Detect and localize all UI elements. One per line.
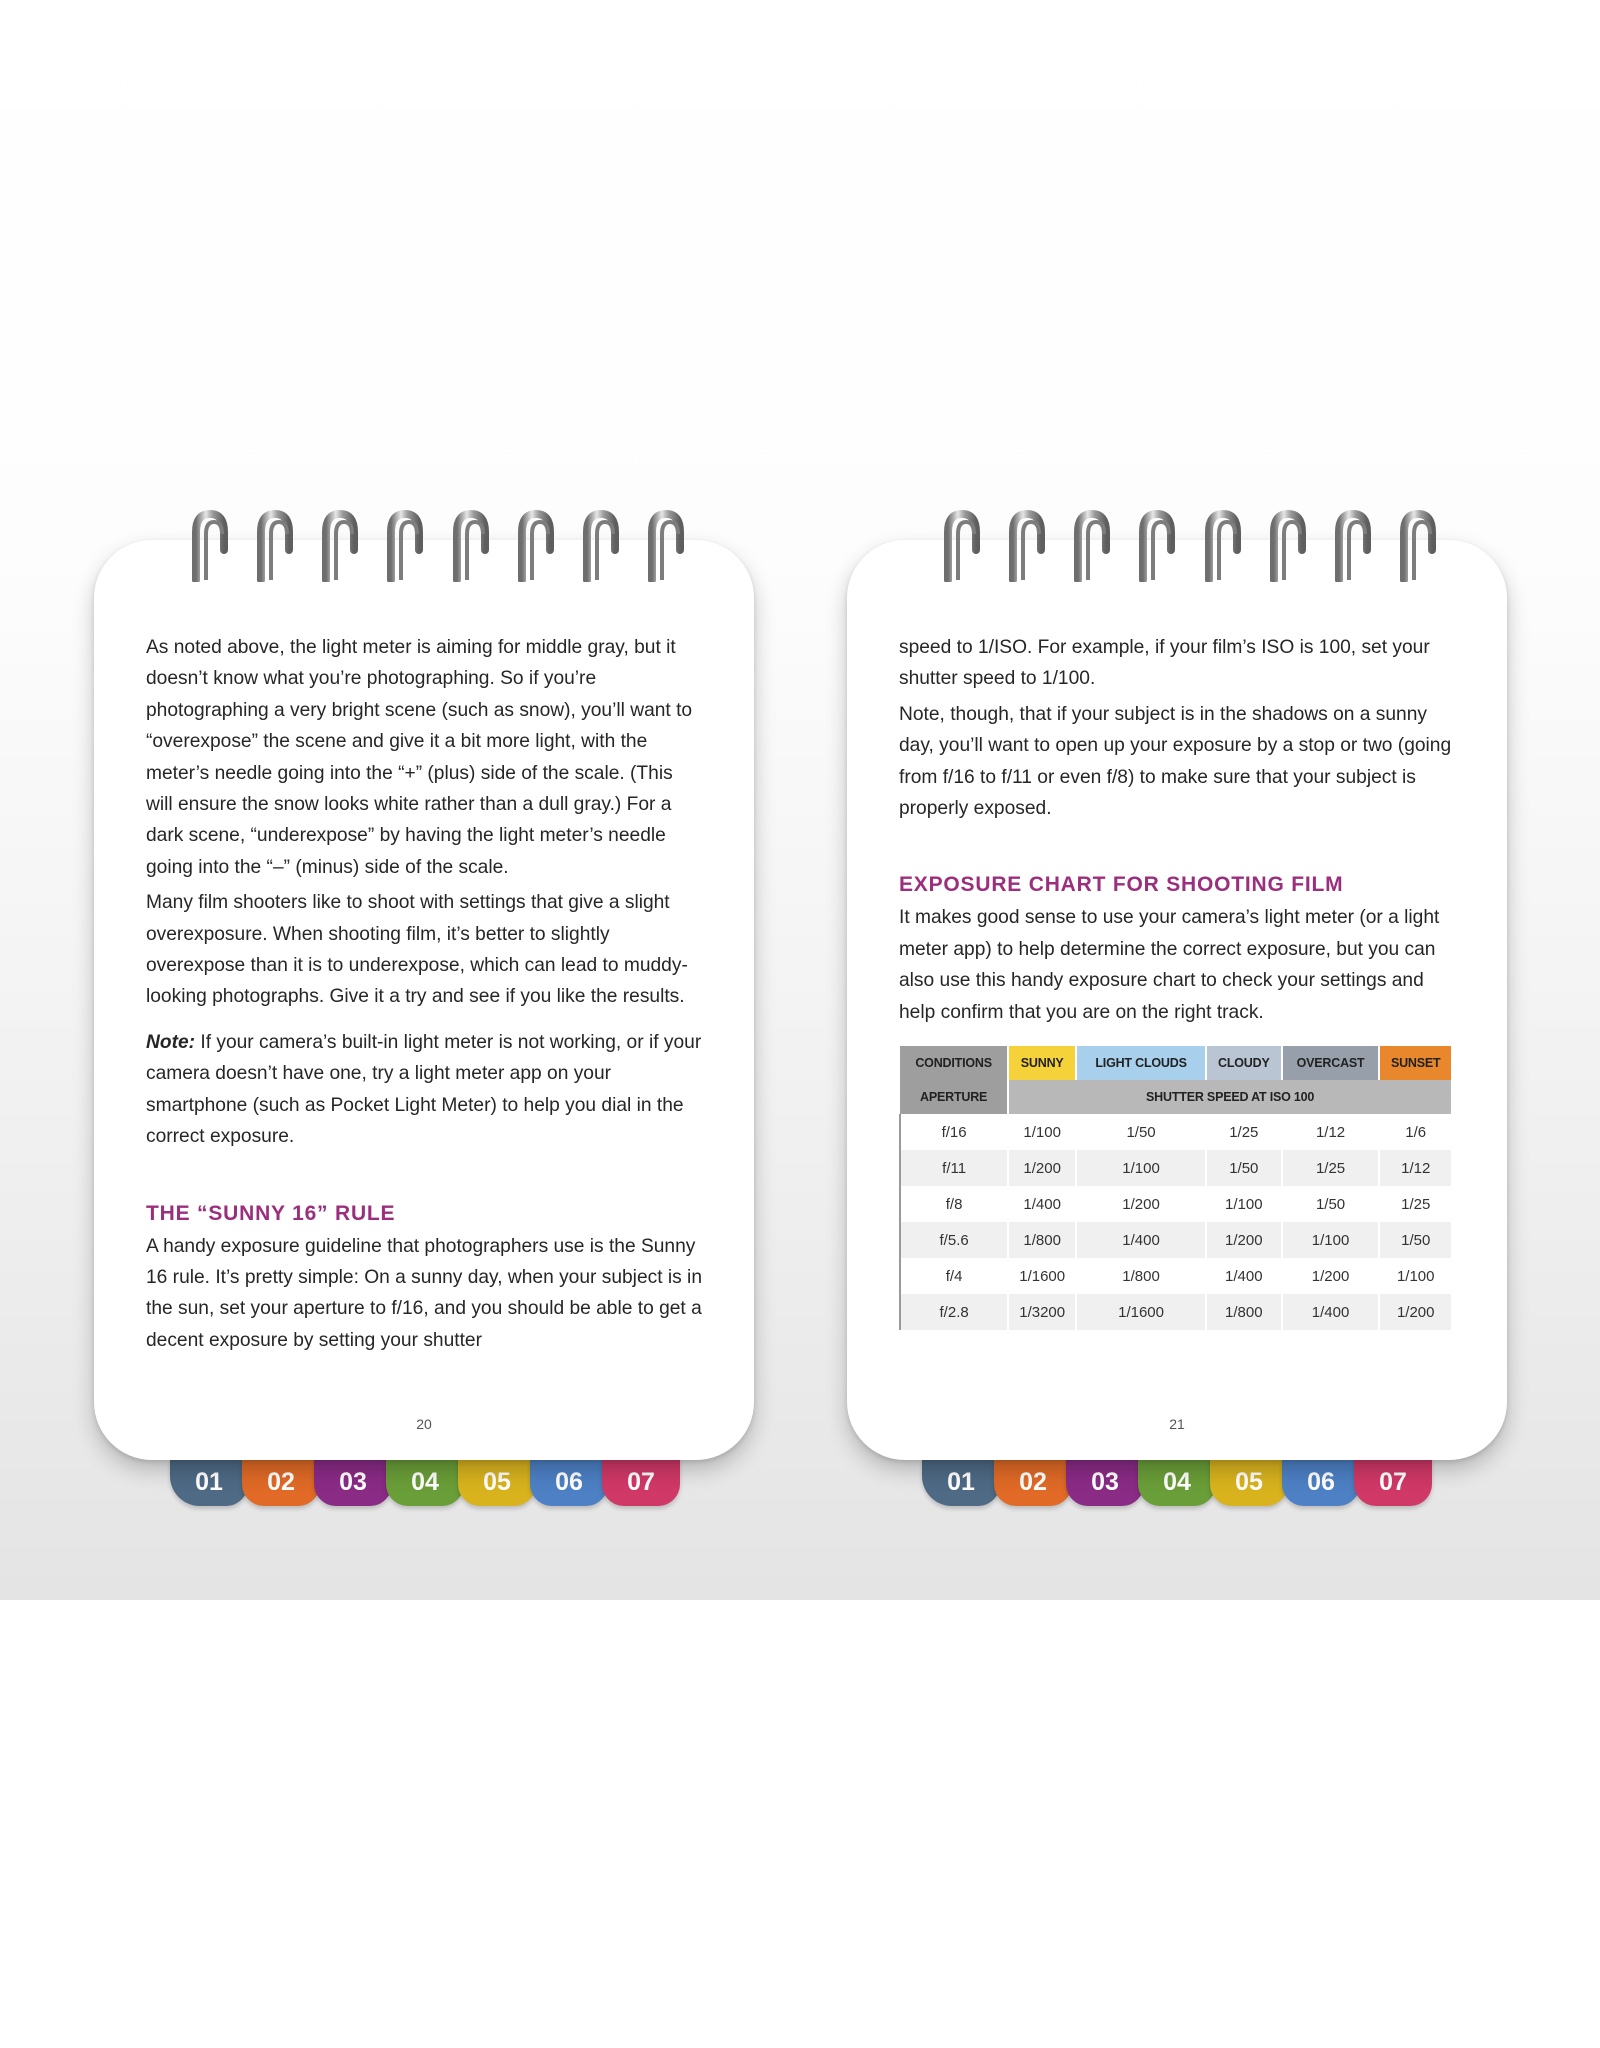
aperture-header: APERTURE	[900, 1080, 1008, 1114]
shutter-speed-cell: 1/12	[1379, 1150, 1451, 1186]
shutter-speed-cell: 1/800	[1076, 1258, 1206, 1294]
spiral-ring-icon	[644, 510, 688, 582]
aperture-cell: f/16	[900, 1114, 1008, 1150]
aperture-cell: f/2.8	[900, 1294, 1008, 1330]
spiral-ring-icon	[514, 510, 558, 582]
shutter-speed-cell: 1/200	[1206, 1222, 1282, 1258]
note-label: Note:	[146, 1031, 196, 1053]
shutter-speed-cell: 1/1600	[1076, 1294, 1206, 1330]
shutter-speed-cell: 1/25	[1379, 1186, 1451, 1222]
notebook-page-right	[847, 540, 1507, 1460]
paragraph-film-shooters: Many film shooters like to shoot with settings that give a slight overexposure. When shooting film, it’s better to slightly overexpose than it is to underexpose, which can lead to muddy-looking photographs. Give it a try and see if you like the results.	[146, 892, 688, 1008]
shutter-speed-cell: 1/100	[1206, 1186, 1282, 1222]
shutter-speed-cell: 1/25	[1206, 1114, 1282, 1150]
shutter-speed-cell: 1/25	[1282, 1150, 1380, 1186]
shutter-speed-cell: 1/3200	[1008, 1294, 1076, 1330]
chapter-tab-03[interactable]: 03	[314, 1458, 392, 1506]
notebook-page-left	[94, 540, 754, 1460]
column-header: OVERCAST	[1282, 1046, 1380, 1080]
shutter-speed-cell: 1/100	[1379, 1258, 1451, 1294]
shutter-speed-cell: 1/100	[1076, 1150, 1206, 1186]
spiral-ring-icon	[1396, 510, 1440, 582]
aperture-cell: f/11	[900, 1150, 1008, 1186]
chapter-tab-04[interactable]: 04	[1138, 1458, 1216, 1506]
spiral-ring-icon	[318, 510, 362, 582]
shutter-speed-cell: 1/800	[1206, 1294, 1282, 1330]
paragraph-shadows: Note, though, that if your subject is in the shadows on a sunny day, you’ll want to open up your exposure by a stop or two (going from f/16 to f/11 or even f/8) to make sure that your subject is properly exposed.	[899, 703, 1452, 820]
chapter-tab-01[interactable]: 01	[170, 1458, 248, 1506]
spiral-ring-icon	[1331, 510, 1375, 582]
chapter-tab-04[interactable]: 04	[386, 1458, 464, 1506]
spiral-ring-icon	[940, 510, 984, 582]
column-header: CLOUDY	[1206, 1046, 1282, 1080]
chapter-tabs-right	[922, 1458, 1432, 1506]
shutter-speed-cell: 1/800	[1008, 1222, 1076, 1258]
aperture-cell: f/4	[900, 1258, 1008, 1294]
chapter-tab-02[interactable]: 02	[994, 1458, 1072, 1506]
note-paragraph	[146, 1027, 702, 1153]
table-row	[900, 1258, 1451, 1294]
spiral-ring-icon	[188, 510, 232, 582]
aperture-cell: f/8	[900, 1186, 1008, 1222]
chapter-tab-07[interactable]: 07	[1354, 1458, 1432, 1506]
shutter-speed-cell: 1/12	[1282, 1114, 1380, 1150]
paragraph-iso: speed to 1/ISO. For example, if your film’s ISO is 100, set your shutter speed to 1/100.	[899, 637, 1430, 690]
column-header: SUNNY	[1008, 1046, 1076, 1080]
chapter-tab-06[interactable]: 06	[530, 1458, 608, 1506]
page-content-right	[899, 632, 1455, 1032]
table-header-conditions	[900, 1046, 1451, 1080]
spiral-ring-icon	[253, 510, 297, 582]
shutter-speed-header: SHUTTER SPEED AT ISO 100	[1008, 1080, 1451, 1114]
shutter-speed-cell: 1/50	[1076, 1114, 1206, 1150]
exposure-table	[899, 1046, 1451, 1330]
chapter-tabs-left	[170, 1458, 680, 1506]
spiral-binding-right	[940, 510, 1440, 582]
spiral-ring-icon	[383, 510, 427, 582]
page-content-left	[146, 632, 702, 1360]
shutter-speed-cell: 1/200	[1076, 1186, 1206, 1222]
chapter-tab-05[interactable]: 05	[458, 1458, 536, 1506]
shutter-speed-cell: 1/6	[1379, 1114, 1451, 1150]
shutter-speed-cell: 1/200	[1008, 1150, 1076, 1186]
table-header-aperture	[900, 1080, 1451, 1114]
paragraph-exposure-chart: It makes good sense to use your camera’s light meter (or a light meter app) to help determine the correct exposure, but you can also use this handy exposure chart to check your settings and help confirm that you are on the right track.	[899, 907, 1440, 1023]
spiral-ring-icon	[1070, 510, 1114, 582]
page-number-right: 21	[1169, 1416, 1185, 1432]
shutter-speed-cell: 1/100	[1008, 1114, 1076, 1150]
paragraph-sunny-16: A handy exposure guideline that photographers use is the Sunny 16 rule. It’s pretty simple: On a sunny day, when your subject is in the sun, set your aperture to f/16, and you should be able to get a decent exposure by setting your shutter	[146, 1235, 702, 1351]
shutter-speed-cell: 1/400	[1008, 1186, 1076, 1222]
page-number-left: 20	[416, 1416, 432, 1432]
exposure-table-body	[900, 1114, 1451, 1330]
spiral-ring-icon	[1201, 510, 1245, 582]
table-row	[900, 1222, 1451, 1258]
table-row	[900, 1294, 1451, 1330]
spiral-ring-icon	[449, 510, 493, 582]
shutter-speed-cell: 1/1600	[1008, 1258, 1076, 1294]
chapter-tab-02[interactable]: 02	[242, 1458, 320, 1506]
spiral-ring-icon	[1266, 510, 1310, 582]
shutter-speed-cell: 1/400	[1076, 1222, 1206, 1258]
spiral-ring-icon	[1135, 510, 1179, 582]
chapter-tab-03[interactable]: 03	[1066, 1458, 1144, 1506]
shutter-speed-cell: 1/200	[1282, 1258, 1380, 1294]
shutter-speed-cell: 1/50	[1206, 1150, 1282, 1186]
shutter-speed-cell: 1/400	[1282, 1294, 1380, 1330]
spiral-binding-left	[188, 510, 688, 582]
shutter-speed-cell: 1/50	[1379, 1222, 1451, 1258]
table-row	[900, 1150, 1451, 1186]
shutter-speed-cell: 1/50	[1282, 1186, 1380, 1222]
heading-sunny-16: THE “SUNNY 16” RULE	[146, 1201, 396, 1225]
chapter-tab-01[interactable]: 01	[922, 1458, 1000, 1506]
column-header: SUNSET	[1379, 1046, 1451, 1080]
table-row	[900, 1114, 1451, 1150]
table-row	[900, 1186, 1451, 1222]
spiral-ring-icon	[579, 510, 623, 582]
heading-exposure-chart: EXPOSURE CHART FOR SHOOTING FILM	[899, 873, 1344, 897]
chapter-tab-05[interactable]: 05	[1210, 1458, 1288, 1506]
aperture-cell: f/5.6	[900, 1222, 1008, 1258]
chapter-tab-06[interactable]: 06	[1282, 1458, 1360, 1506]
paragraph-light-meter: As noted above, the light meter is aiming for middle gray, but it doesn’t know what you’re photographing. So if you’re photographing a very bright scene (such as snow), you’ll want to “overexpose” the scene and give it a bit more light, with the meter’s needle going into the “+” (plus) side of the scale. (This will ensure the snow looks white rather than a dull gray.) For a dark scene, “underexpose” by having the light meter’s needle going into the “–” (minus) side of the scale.	[146, 637, 693, 878]
conditions-header: CONDITIONS	[900, 1046, 1008, 1080]
spiral-ring-icon	[1005, 510, 1049, 582]
shutter-speed-cell: 1/100	[1282, 1222, 1380, 1258]
note-text: If your camera’s built-in light meter is not working, or if your camera doesn’t have one, try a light meter app on your smartphone (such as Pocket Light Meter) to help you dial in the correct exposure.	[146, 1031, 702, 1148]
shutter-speed-cell: 1/200	[1379, 1294, 1451, 1330]
chapter-tab-07[interactable]: 07	[602, 1458, 680, 1506]
column-header: LIGHT CLOUDS	[1076, 1046, 1206, 1080]
shutter-speed-cell: 1/400	[1206, 1258, 1282, 1294]
